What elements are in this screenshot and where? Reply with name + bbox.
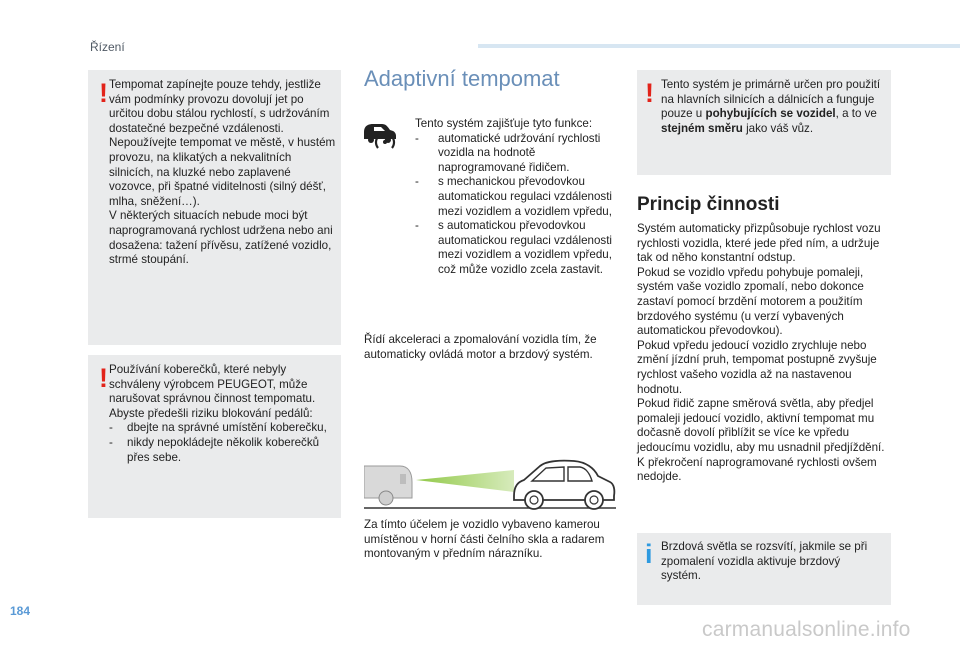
warning-paragraph: Nepoužívejte tempomat ve městě, v hustém provozu, na klikatých a nekvalitních silnicích, na kluzké nebo zaplavené vozovce, při špatné viditelnosti (silný déšť, mlha, sněžení…). — [109, 136, 336, 208]
body-paragraph: Pokud řidič zapne směrová světla, aby předjel pomaleji jedoucí vozidlo, aktivní tempomat mu dočasně dovolí přiblížit se více ke vpředu jedoucímu vozidlu, aby mu usnadnil předjíždění. K překročení naprogramované rychlosti ovšem nedojde. — [637, 397, 885, 484]
warning-icon: ! — [99, 363, 108, 393]
warning-box-mats — [88, 355, 341, 518]
warning-box-cruise — [88, 70, 341, 345]
page-number: 184 — [10, 604, 31, 618]
list-item: - s automatickou převodovkou automatickou regulaci vzdálenosti mezi vozidlem a vozidlem vpředu, což může vozidlo zcela zastavit. — [415, 219, 615, 277]
body-paragraph: Řídí akceleraci a zpomalování vozidla tím, že automaticky ovládá motor a brzdový systém. — [364, 333, 597, 361]
watermark: carmanualsonline.info — [702, 618, 911, 641]
info-box-brake-lights — [637, 533, 891, 605]
section-heading: Princip činnosti — [637, 194, 780, 215]
warning-paragraph: V některých situacích nebude moci být naprogramovaná rychlost udržena nebo ani dosažena: tažení přívěsu, zatížené vozidlo, strmé stoupání. — [109, 209, 333, 267]
section-label: Řízení — [90, 40, 125, 54]
warning-lead: Abyste předešli riziku blokování pedálů: — [109, 406, 313, 420]
warning-box-usage — [637, 70, 891, 175]
camera-paragraph: Za tímto účelem je vozidlo vybaveno kamerou umístěnou v horní části čelního skla a radarem montovaným v předním nárazníku. — [364, 518, 605, 561]
warning-icon: ! — [99, 78, 108, 108]
list-item: - s mechanickou převodovkou automatickou regulaci vzdálenosti mezi vozidlem a vozidlem vpředu, — [415, 175, 615, 219]
list-item: - dbejte na správné umístění koberečku, — [109, 421, 337, 436]
page-title: Adaptivní tempomat — [364, 66, 560, 91]
body-paragraph: Pokud vpředu jedoucí vozidlo zrychluje nebo změní jízdní pruh, tempomat postupně zvyšuje rychlost vašeho vozidla až na nastavenou hodnotu. — [637, 338, 877, 396]
list-item: - nikdy nepokládejte několik koberečků přes sebe. — [109, 436, 337, 465]
functions-intro: Tento systém zajišťuje tyto funkce: — [415, 117, 593, 130]
radar-illustration — [364, 452, 616, 512]
warning-intro: Používání koberečků, které nebyly schváleny výrobcem PEUGEOT, může narušovat správnou činnost tempomatu. — [109, 363, 316, 406]
warning-paragraph: Tempomat zapínejte pouze tehdy, jestliže vám podmínky provozu dovolují jet po určitou dobu stálou rychlostí, s udržováním dostatečné bezpečné vzdálenosti. — [109, 78, 330, 135]
warning-icon: ! — [645, 78, 654, 108]
body-paragraph: Systém automaticky přizpůsobuje rychlost vozu rychlosti vozidla, které jede před ním, a udržuje tak od něho konstantní odstup. — [637, 222, 881, 265]
warning-paragraph: Tento systém je primárně určen pro použití na hlavních silnicích a dálnicích a funguje pouze u pohybujících se vozidel, a to ve stejném směru jako váš vůz. — [661, 78, 881, 135]
adaptive-cruise-control-icon — [360, 114, 400, 150]
body-paragraph: Pokud se vozidlo vpředu pohybuje pomaleji, systém vaše vozidlo zpomalí, nebo dokonce zastaví pomocí brzdění motorem a použitím brzdového systému (u verzí vybavených automatickou převodovkou). — [637, 265, 864, 338]
list-item: - automatické udržování rychlosti vozidla na hodnotě naprogramované řidičem. — [415, 132, 615, 176]
header-bar — [478, 44, 960, 48]
info-icon: i — [645, 539, 653, 569]
info-paragraph: Brzdová světla se rozsvítí, jakmile se při zpomalení vozidla aktivuje brzdový systém. — [661, 540, 868, 583]
